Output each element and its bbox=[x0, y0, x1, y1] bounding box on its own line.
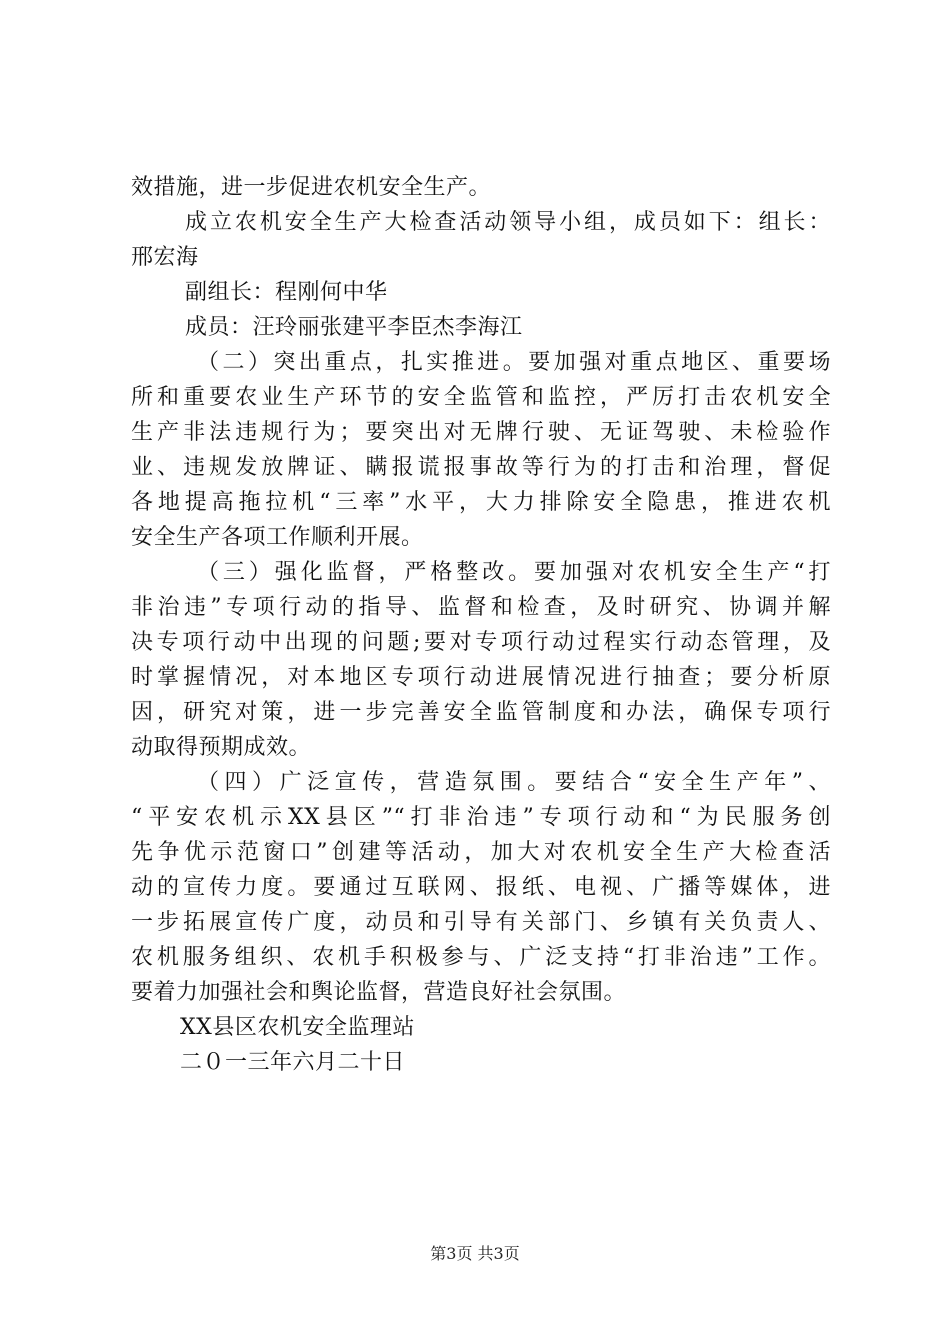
text-line: 业、违规发放牌证、瞒报谎报事故等行为的打击和治理，督促 bbox=[131, 455, 831, 480]
text-line: 非治违”专项行动的指导、监督和检查，及时研究、协调并解 bbox=[131, 595, 831, 620]
text-line: 成立农机安全生产大检查活动领导小组，成员如下：组长： bbox=[185, 210, 831, 235]
text-line: （二）突出重点，扎实推进。要加强对重点地区、重要场 bbox=[197, 350, 831, 375]
text-line: 效措施，进一步促进农机安全生产。 bbox=[131, 175, 492, 200]
text-line: 农机服务组织、农机手积极参与、广泛支持“打非治违”工作。 bbox=[131, 945, 831, 970]
signature-date: 二０一三年六月二十日 bbox=[180, 1050, 406, 1075]
text-line: 成员：汪玲丽张建平李臣杰李海江 bbox=[185, 315, 523, 340]
text-line: “平安农机示XX县区”“打非治违”专项行动和“为民服务创 bbox=[131, 805, 831, 830]
text-line: 生产非法违规行为；要突出对无牌行驶、无证驾驶、未检验作 bbox=[131, 420, 831, 445]
text-line: 动的宣传力度。要通过互联网、报纸、电视、广播等媒体，进 bbox=[131, 875, 831, 900]
text-line: 先争优示范窗口”创建等活动，加大对农机安全生产大检查活 bbox=[131, 840, 831, 865]
text-line: （三）强化监督，严格整改。要加强对农机安全生产“打 bbox=[197, 560, 831, 585]
text-line: 要着力加强社会和舆论监督，营造良好社会氛围。 bbox=[131, 980, 627, 1005]
signature-organization: XX县区农机安全监理站 bbox=[180, 1015, 415, 1040]
text-line: 副组长：程刚何中华 bbox=[185, 280, 388, 305]
text-line: 决专项行动中出现的问题;要对专项行动过程实行动态管理，及 bbox=[131, 630, 831, 655]
text-line: 所和重要农业生产环节的安全监管和监控，严厉打击农机安全 bbox=[131, 385, 831, 410]
text-line: 动取得预期成效。 bbox=[131, 735, 312, 760]
document-body bbox=[131, 170, 831, 1080]
text-line: （四）广泛宣传，营造氛围。要结合“安全生产年”、 bbox=[197, 770, 831, 795]
text-line: 安全生产各项工作顺利开展。 bbox=[131, 525, 424, 550]
text-line: 时掌握情况，对本地区专项行动进展情况进行抽查；要分析原 bbox=[131, 665, 831, 690]
text-line: 一步拓展宣传广度，动员和引导有关部门、乡镇有关负责人、 bbox=[131, 910, 831, 935]
text-line: 因，研究对策，进一步完善安全监管制度和办法，确保专项行 bbox=[131, 700, 831, 725]
page-number-footer: 第3页 共3页 bbox=[430, 1244, 520, 1263]
text-line: 各地提高拖拉机“三率”水平，大力排除安全隐患，推进农机 bbox=[131, 490, 831, 515]
text-line: 邢宏海 bbox=[131, 245, 199, 270]
